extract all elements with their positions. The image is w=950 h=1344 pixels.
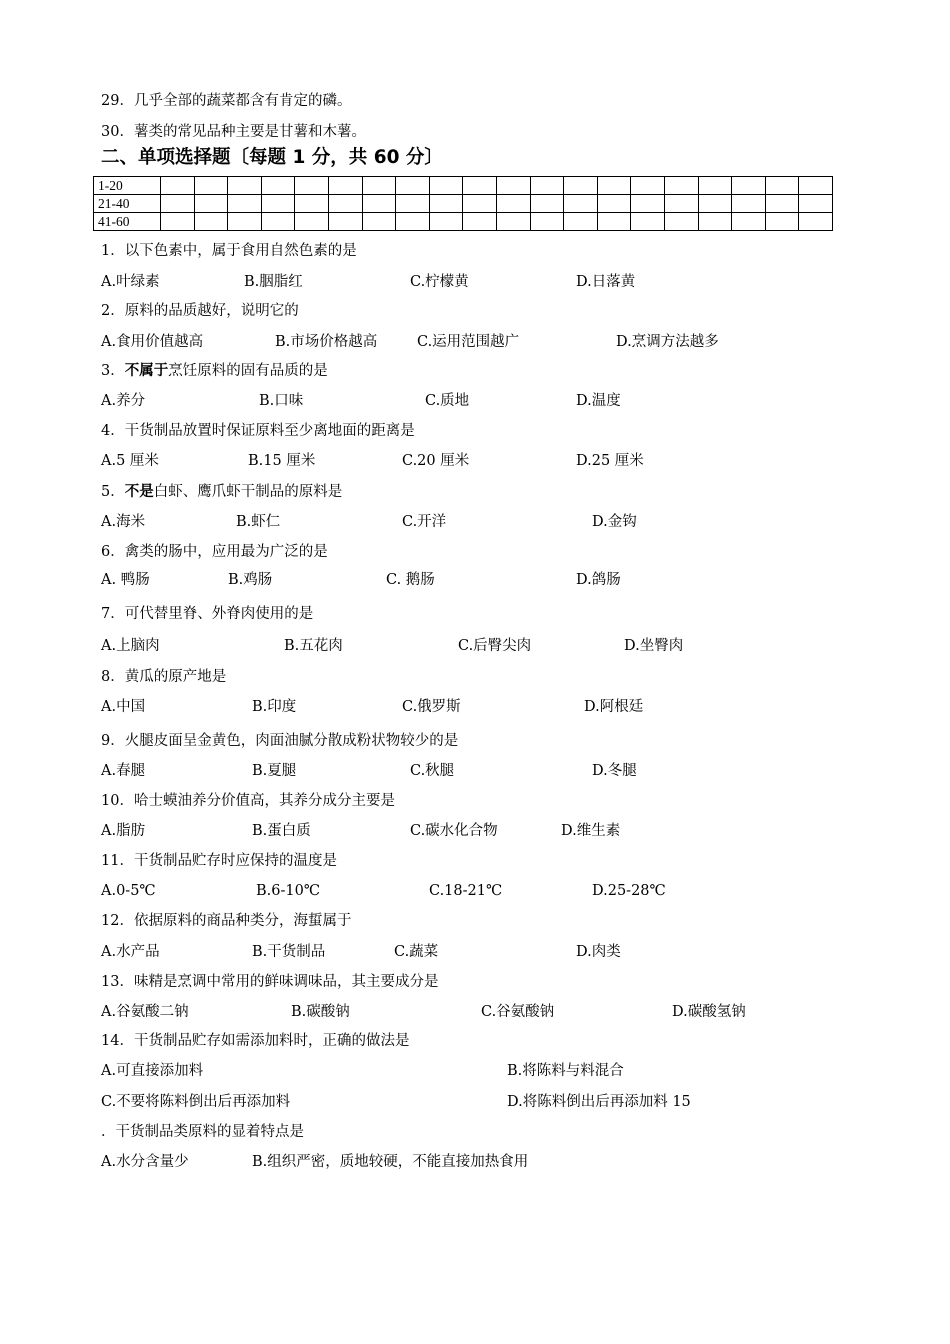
answer-grid [93,176,833,231]
question-2-option-c: C.运用范围越广 [417,334,520,350]
question-12-option-a: A.水产品 [101,944,160,960]
answer-cell[interactable] [631,195,665,213]
answer-row-label: 21-40 [94,195,161,213]
question-11-option-a: A.0-5℃ [101,883,156,899]
answer-cell[interactable] [530,213,564,231]
question-8-option-a: A.中国 [101,699,146,715]
question-13-option-a: A.谷氨酸二钠 [101,1004,189,1020]
question-11-stem: 11．干货制品贮存时应保持的温度是 [101,853,337,869]
answer-cell[interactable] [765,195,799,213]
question-6-option-d: D.鸽肠 [576,572,621,588]
question-5-stem [101,483,342,501]
question-13-option-b: B.碳酸钠 [291,1004,350,1020]
question-2-stem: 2．原料的品质越好，说明它的 [101,303,299,319]
question-7-option-b: B.五花肉 [284,638,343,654]
question-2-option-d: D.烹调方法越多 [616,334,719,350]
question-6-option-a: A. 鸭肠 [101,572,150,588]
question-10-option-a: A.脂肪 [101,823,146,839]
question-12-stem: 12．依据原料的商品种类分，海蜇属于 [101,913,352,929]
answer-cell[interactable] [429,195,463,213]
question-11-option-d: D.25-28℃ [592,883,666,899]
answer-row [94,177,833,195]
question-6-option-c: C. 鹅肠 [386,572,435,588]
answer-cell[interactable] [631,177,665,195]
question-13-option-d: D.碳酸氢钠 [672,1004,746,1020]
answer-cell[interactable] [732,213,766,231]
question-8-stem: 8．黄瓜的原产地是 [101,669,227,685]
question-8-option-d: D.阿根廷 [584,699,644,715]
question-3-stem [101,362,328,380]
answer-cell[interactable] [799,195,833,213]
answer-cell[interactable] [664,195,698,213]
answer-cell[interactable] [295,177,329,195]
question-5-option-a: A.海米 [101,514,146,530]
question-2-option-b: B.市场价格越高 [275,334,378,350]
answer-cell[interactable] [228,195,262,213]
answer-cell[interactable] [328,195,362,213]
question-10-stem: 10．哈士蟆油养分价值高，其养分成分主要是 [101,793,395,809]
answer-cell[interactable] [463,177,497,195]
answer-cell[interactable] [328,177,362,195]
answer-cell[interactable] [799,177,833,195]
answer-cell[interactable] [261,195,295,213]
answer-cell[interactable] [161,177,195,195]
question-9-option-c: C.秋腿 [410,763,455,779]
question-1-stem: 1．以下色素中，属于食用自然色素的是 [101,243,357,259]
question-3-text: 烹饪原料的固有品质的是 [168,363,328,379]
answer-cell[interactable] [396,195,430,213]
answer-cell[interactable] [194,177,228,195]
question-14-option-c: C.不要将陈料倒出后再添加料 [101,1094,291,1110]
question-3-option-c: C.质地 [425,393,470,409]
answer-cell[interactable] [732,195,766,213]
question-10-option-c: C.碳水化合物 [410,823,498,839]
question-5-emphasis: 不是 [124,484,154,500]
question-4-option-d: D.25 厘米 [576,453,644,469]
question-5-option-c: C.开洋 [402,514,447,530]
answer-cell[interactable] [564,177,598,195]
question-5-option-d: D.金钩 [592,514,637,530]
answer-cell[interactable] [362,195,396,213]
question-7-option-a: A.上脑肉 [101,638,160,654]
question-4-option-b: B.15 厘米 [248,453,316,469]
answer-cell[interactable] [429,213,463,231]
section-heading: 二、单项选择题〔每题 1 分，共 60 分〕 [101,147,443,168]
answer-cell[interactable] [496,195,530,213]
question-7-option-d: D.坐臀肉 [624,638,684,654]
question-1-option-d: D.日落黄 [576,274,636,290]
question-4-option-c: C.20 厘米 [402,453,470,469]
answer-cell[interactable] [597,177,631,195]
answer-cell[interactable] [261,213,295,231]
answer-cell[interactable] [564,213,598,231]
question-9-option-b: B.夏腿 [252,763,297,779]
question-12-option-c: C.蔬菜 [394,944,439,960]
question-3-option-b: B.口味 [259,393,304,409]
answer-cell[interactable] [799,213,833,231]
question-5-number: 5． [101,484,125,500]
question-9-option-d: D.冬腿 [592,763,637,779]
answer-cell[interactable] [396,213,430,231]
answer-cell[interactable] [664,213,698,231]
answer-cell[interactable] [429,177,463,195]
question-2-option-a: A.食用价值越高 [101,334,204,350]
answer-cell[interactable] [362,213,396,231]
answer-cell[interactable] [396,177,430,195]
answer-cell[interactable] [228,177,262,195]
answer-cell[interactable] [295,195,329,213]
question-4-stem: 4．干货制品放置时保证原料至少离地面的距离是 [101,423,415,439]
question-14-option-b: B.将陈料与料混合 [507,1063,624,1079]
question-5-option-b: B.虾仁 [236,514,281,530]
answer-cell[interactable] [664,177,698,195]
answer-row [94,195,833,213]
answer-cell[interactable] [161,213,195,231]
answer-cell[interactable] [698,195,732,213]
question-14-stem: 14．干货制品贮存如需添加料时，正确的做法是 [101,1033,410,1049]
answer-cell[interactable] [463,195,497,213]
question-1-option-c: C.柠檬黄 [410,274,469,290]
answer-cell[interactable] [765,177,799,195]
question-10-option-d: D.维生素 [561,823,621,839]
answer-row-label: 1-20 [94,177,161,195]
answer-cell[interactable] [597,213,631,231]
answer-cell[interactable] [698,213,732,231]
question-4-option-a: A.5 厘米 [101,453,159,469]
question-14-option-d: D.将陈料倒出后再添加料 15 [507,1094,691,1110]
question-3-option-d: D.温度 [576,393,621,409]
answer-cell[interactable] [530,177,564,195]
question-14-option-a: A.可直接添加料 [101,1063,204,1079]
answer-cell[interactable] [261,177,295,195]
question-1-option-a: A.叶绿素 [101,274,160,290]
question-15-option-a: A.水分含量少 [101,1154,189,1170]
question-8-option-c: C.俄罗斯 [402,699,461,715]
answer-cell[interactable] [564,195,598,213]
answer-cell[interactable] [463,213,497,231]
question-1-option-b: B.胭脂红 [244,274,303,290]
question-10-option-b: B.蛋白质 [252,823,311,839]
question-12-option-b: B.干货制品 [252,944,326,960]
question-3-number: 3． [101,363,125,379]
answer-cell[interactable] [194,213,228,231]
question-11-option-c: C.18-21℃ [429,883,503,899]
question-11-option-b: B.6-10℃ [256,883,321,899]
answer-cell[interactable] [698,177,732,195]
answer-row [94,213,833,231]
answer-cell[interactable] [295,213,329,231]
answer-cell[interactable] [194,195,228,213]
true-false-item-30: 30．薯类的常见品种主要是甘薯和木薯。 [101,124,366,140]
question-6-option-b: B.鸡肠 [228,572,273,588]
answer-cell[interactable] [631,213,665,231]
question-9-option-a: A.春腿 [101,763,146,779]
answer-cell[interactable] [362,177,396,195]
answer-cell[interactable] [597,195,631,213]
answer-cell[interactable] [328,213,362,231]
question-6-stem: 6．禽类的肠中，应用最为广泛的是 [101,544,328,560]
answer-row-label: 41-60 [94,213,161,231]
question-15-stem: ．干货制品类原料的显着特点是 [101,1124,304,1140]
answer-cell[interactable] [161,195,195,213]
question-5-text: 白虾、鹰爪虾干制品的原料是 [153,484,343,500]
question-8-option-b: B.印度 [252,699,297,715]
answer-cell[interactable] [732,177,766,195]
question-7-option-c: C.后臀尖肉 [458,638,532,654]
question-13-option-c: C.谷氨酸钠 [481,1004,555,1020]
true-false-item-29: 29．几乎全部的蔬菜都含有肯定的磷。 [101,93,352,109]
answer-cell[interactable] [530,195,564,213]
question-3-emphasis: 不属于 [124,363,169,379]
answer-cell[interactable] [228,213,262,231]
question-3-option-a: A.养分 [101,393,146,409]
question-13-stem: 13．味精是烹调中常用的鲜味调味品，其主要成分是 [101,974,439,990]
answer-cell[interactable] [765,213,799,231]
question-9-stem: 9．火腿皮面呈金黄色，肉面油腻分散成粉状物较少的是 [101,733,459,749]
question-15-option-b: B.组织严密，质地较硬，不能直接加热食用 [252,1154,529,1170]
answer-cell[interactable] [496,213,530,231]
question-7-stem: 7．可代替里脊、外脊肉使用的是 [101,606,314,622]
answer-cell[interactable] [496,177,530,195]
question-12-option-d: D.肉类 [576,944,621,960]
